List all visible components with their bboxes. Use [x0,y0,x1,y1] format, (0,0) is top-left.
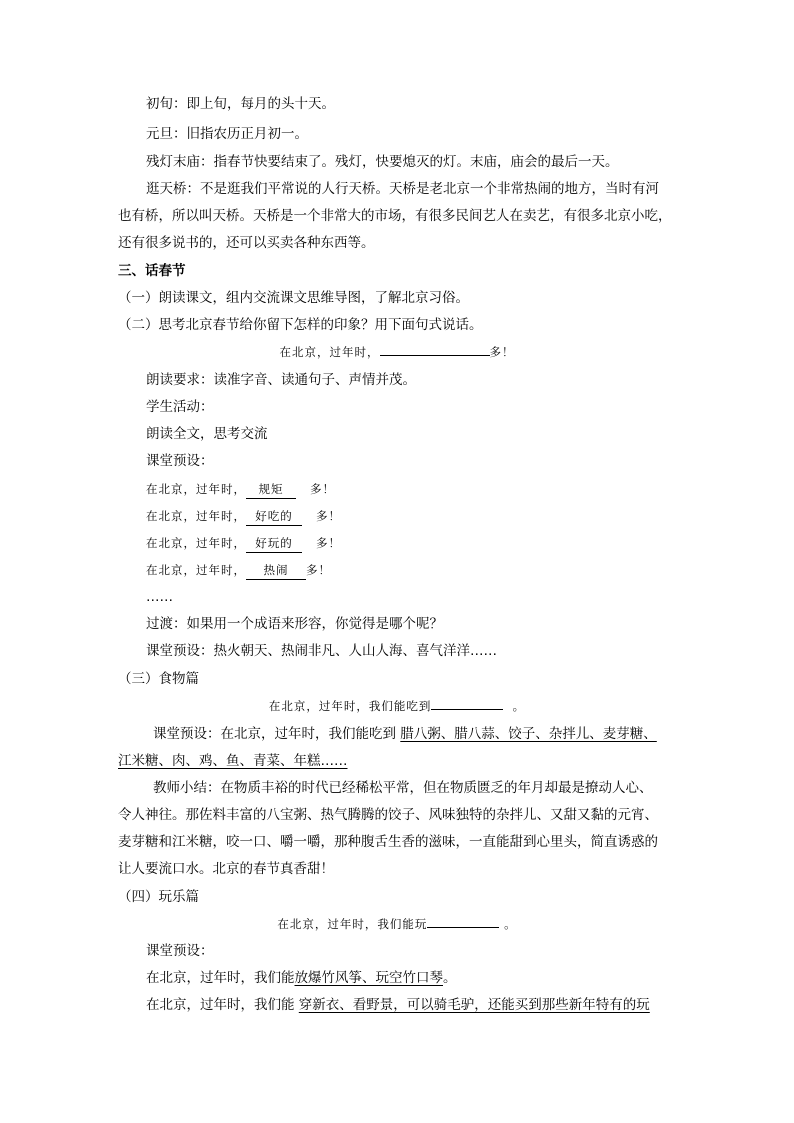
example-answer: 好吃的 [246,507,302,526]
food-summary-3: 麦芽糖和江米糖，咬一口、嚼一嚼，那种腹舌生香的滋味，一直能甜到心里头，简直诱惑的 [118,834,658,850]
reading-requirement: 朗读要求：读准字音、读通句子、声情并茂。 [146,372,416,388]
play-blank [427,927,499,928]
play-example-1: 在北京，过年时，我们能放爆竹风筝、玩空竹口琴。 [146,970,457,986]
food-answer: 腊八粥、腊八蒜、饺子、杂拌儿、麦芽糖、 [400,726,657,742]
example-row: 在北京，过年时， 好吃的 多！ [146,507,341,526]
student-activity-label: 学生活动： [146,399,214,415]
play-preset-label: 课堂预设： [146,943,214,959]
sentence-pattern [118,343,676,361]
food-summary-4: 让人要流口水。北京的春节真香甜！ [118,861,334,877]
food-answer: 江米糖、肉、鸡、鱼、青菜、年糕…… [118,753,348,769]
glossary-yuandan: 元旦：旧指农历正月初一。 [146,126,308,142]
food-preset-line-1: 课堂预设：在北京，过年时，我们能吃到 腊八粥、腊八蒜、饺子、杂拌儿、麦芽糖、 [153,726,657,742]
example-row: 在北京，过年时， 好玩的 多！ [146,534,341,553]
preset-label: 课堂预设： [146,453,214,469]
part2-text: （二）思考北京春节给你留下怎样的印象？用下面句式说话。 [118,317,483,333]
play-example-2: 在北京，过年时，我们能 穿新衣、看野景，可以骑毛驴，还能买到那些新年特有的玩 [146,997,650,1013]
play-answer: 穿新衣、看野景，可以骑毛驴，还能买到那些新年特有的玩 [298,997,650,1013]
pattern-blank [380,355,490,356]
student-activity-text: 朗读全文，思考交流 [146,426,268,442]
example-answer: 热闹 [246,561,306,580]
ellipsis: …… [146,589,173,605]
glossary-tianqiao-1: 逛天桥：不是逛我们平常说的人行天桥。天桥是老北京一个非常热闹的地方，当时有河 [146,181,659,197]
pattern-suffix: 多！ [489,345,515,359]
food-summary-1: 教师小结：在物质丰裕的时代已经稀松平常，但在物质匮乏的年月却最是撩动人心、 [153,780,653,796]
glossary-tianqiao-3: 还有很多说书的，还可以买卖各种东西等。 [118,235,375,251]
example-row: 在北京，过年时， 规矩 多！ [146,480,335,499]
section-heading: 三、话春节 [118,263,186,279]
play-heading: （四）玩乐篇 [118,889,199,905]
play-pattern: 在北京，过年时，我们能玩 。 [277,917,517,931]
food-blank [431,709,503,710]
example-row: 在北京，过年时， 热闹 多！ [146,561,331,580]
glossary-candeng: 残灯末庙：指春节快要结束了。残灯，快要熄灭的灯。末庙，庙会的最后一天。 [146,154,619,170]
idioms-preset: 课堂预设：热火朝天、热闹非凡、人山人海、喜气洋洋…… [146,643,497,659]
example-answer: 好玩的 [246,534,302,553]
glossary-tianqiao-2: 也有桥，所以叫天桥。天桥是一个非常大的市场，有很多民间艺人在卖艺，有很多北京小吃， [118,208,672,224]
food-preset-line-2 [118,752,348,770]
example-answer: 规矩 [246,480,296,499]
transition-text: 过渡：如果用一个成语来形容，你觉得是哪个呢？ [146,616,443,632]
food-pattern: 在北京，过年时，我们能吃到 。 [268,699,526,713]
food-summary-2: 令人神往。那佐料丰富的八宝粥、热气腾腾的饺子、风味独特的杂拌儿、又甜又黏的元宵、 [118,807,658,823]
part1-text: （一）朗读课文，组内交流课文思维导图，了解北京习俗。 [118,290,469,306]
play-answer: 放爆竹风筝、玩空竹口琴 [294,970,443,986]
glossary-chuxun: 初旬：即上旬，每月的头十天。 [146,96,335,112]
pattern-prefix: 在北京，过年时， [279,345,380,359]
food-heading: （三）食物篇 [118,671,199,687]
